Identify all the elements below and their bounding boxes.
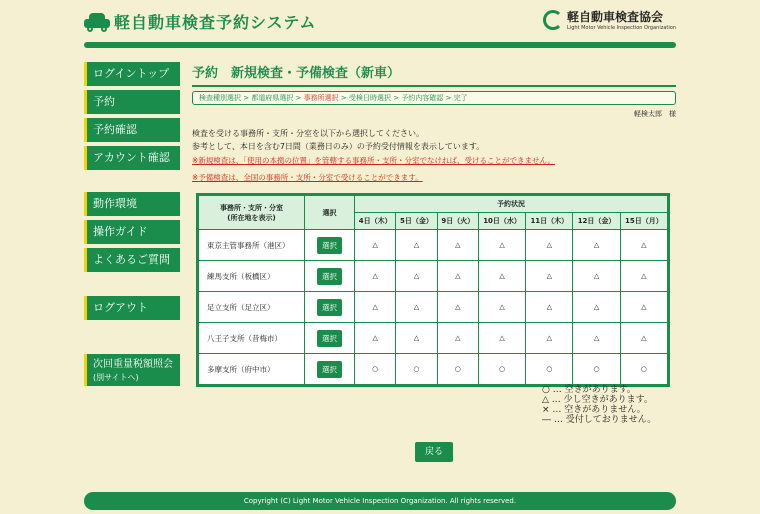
status-cell: △ [620,230,667,261]
status-cell: △ [573,323,620,354]
col-select: 選択 [305,196,355,230]
status-cell: △ [573,261,620,292]
sidebar-item-environment[interactable]: 動作環境 [84,192,180,216]
status-cell: △ [396,323,437,354]
status-cell: △ [478,323,525,354]
table-row [199,354,668,385]
status-cell: △ [437,261,478,292]
select-button[interactable]: 選択 [317,237,342,254]
table-row [199,323,668,354]
sidebar [84,62,180,390]
status-cell: ○ [620,354,667,385]
sidebar-item-weight-tax[interactable] [84,354,180,386]
select-cell [305,292,355,323]
weight-tax-label: 次回重量税額照会 [93,359,173,370]
sidebar-item-login-top[interactable]: ログイントップ [84,62,180,86]
office-name: 足立支所（足立区） [199,292,305,323]
status-cell: △ [478,230,525,261]
col-day: 11日（木） [526,213,573,230]
sidebar-item-reservation-check[interactable]: 予約確認 [84,118,180,142]
step-2: 都道府県選択 [251,94,294,102]
status-cell: △ [620,292,667,323]
legend-few: △ … 少し空きがあります。 [542,395,653,405]
org-name: 軽自動車検査協会 [567,10,664,24]
status-cell: △ [478,261,525,292]
intro-text-1: 検査を受ける事務所・支所・分室を以下から選択してください。 [192,129,424,138]
office-table [196,193,670,387]
col-day: 4日（木） [355,213,396,230]
status-cell: ○ [355,354,396,385]
user-name: 軽検太郎 様 [634,110,676,118]
col-day: 5日（金） [396,213,437,230]
status-cell: △ [355,261,396,292]
status-cell: ○ [437,354,478,385]
main-content [192,62,676,387]
select-cell [305,354,355,385]
status-cell: △ [396,230,437,261]
select-button[interactable]: 選択 [317,299,342,316]
site-logo[interactable] [84,10,316,33]
org-en: Light Motor Vehicle Inspection Organization [567,25,676,31]
select-button[interactable]: 選択 [317,361,342,378]
status-cell: △ [396,292,437,323]
select-cell [305,323,355,354]
status-cell: △ [437,230,478,261]
sidebar-item-faq[interactable]: よくあるご質問 [84,248,180,272]
select-button[interactable]: 選択 [317,268,342,285]
select-cell [305,261,355,292]
status-cell: △ [437,292,478,323]
step-6: 完了 [453,94,468,102]
select-button[interactable]: 選択 [317,330,342,347]
breadcrumb: 検査種別選択 > 都道府県選択 > 事務所選択 > 受検日時選択 > 予約内容確認 > 完了 [192,91,676,105]
step-4: 受検日時選択 [348,94,391,102]
car-icon [84,13,110,31]
office-name: 八王子支所（昔梅市） [199,323,305,354]
office-name: 東京主管事務所（港区） [199,230,305,261]
status-cell: △ [526,292,573,323]
col-day: 10日（水） [478,213,525,230]
status-cell: ○ [573,354,620,385]
site-title: 軽自動車検査予約システム [114,13,317,32]
status-cell: △ [573,292,620,323]
step-5: 予約内容確認 [401,94,444,102]
sidebar-group-main [84,62,180,170]
select-cell [305,230,355,261]
status-cell: △ [620,261,667,292]
intro-text-2: 参考として、本日を含む7日間（業務日のみ）の予約受付情報を表示しています。 [192,142,485,151]
table-row [199,230,668,261]
status-cell: ○ [526,354,573,385]
warning-new-inspection: ※新規検査は、「使用の本拠の位置」を管轄する事務所・支所・分室でなければ、受けることができません。 [192,156,555,165]
status-cell: ○ [396,354,437,385]
legend-available: ○ … 空きがあります。 [542,385,636,395]
status-cell: △ [355,323,396,354]
emblem-icon [543,10,563,30]
col-day: 9日（火） [437,213,478,230]
office-name: 練馬支所（板橋区） [199,261,305,292]
status-cell: △ [437,323,478,354]
status-cell: △ [526,323,573,354]
back-button[interactable]: 戻る [415,442,453,462]
table-row [199,261,668,292]
page-title: 予約 新規検査・予備検査（新車） [192,62,676,87]
header-divider [84,42,676,48]
step-1: 検査種別選択 [199,94,241,102]
warning-preliminary-inspection: ※予備検査は、全国の事務所・支所・分室で受けることができます。 [192,173,423,182]
status-cell: ○ [478,354,525,385]
status-cell: △ [573,230,620,261]
col-office: 事務所・支所・分室 (所在地を表示) [199,196,305,230]
sidebar-item-reserve[interactable]: 予約 [84,90,180,114]
status-cell: △ [355,292,396,323]
office-name: 多摩支所（府中市） [199,354,305,385]
table-row [199,292,668,323]
legend [542,385,656,425]
status-cell: △ [526,230,573,261]
status-cell: △ [478,292,525,323]
col-day: 15日（月） [620,213,667,230]
sidebar-item-guide[interactable]: 操作ガイド [84,220,180,244]
legend-full: × … 空きがありません。 [542,405,646,415]
org-logo [543,8,676,31]
legend-closed: ― … 受付しておりません。 [542,415,657,425]
col-day: 12日（金） [573,213,620,230]
status-cell: △ [355,230,396,261]
sidebar-item-logout[interactable]: ログアウト [84,296,180,320]
col-status: 予約状況 [355,196,668,213]
step-3: 事務所選択 [303,94,339,102]
header [84,8,676,44]
status-cell: △ [620,323,667,354]
footer-copyright: Copyright (C) Light Motor Vehicle Inspection Organization. All rights reserved. [84,492,676,510]
weight-tax-sub: (別サイトへ) [93,373,139,382]
sidebar-item-account-check[interactable]: アカウント確認 [84,146,180,170]
status-cell: △ [526,261,573,292]
status-cell: △ [396,261,437,292]
